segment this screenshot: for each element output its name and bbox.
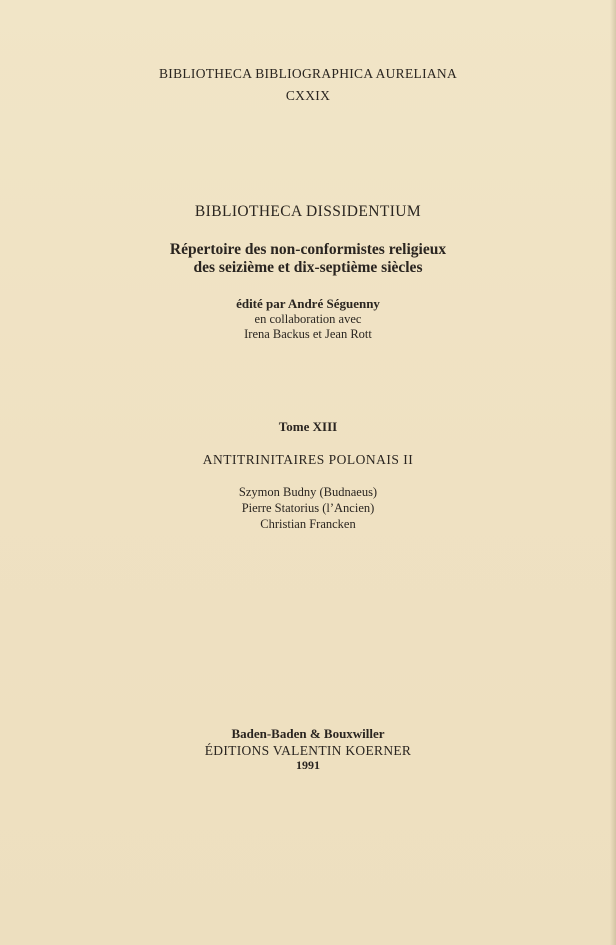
author-item: Christian Francken xyxy=(260,517,356,531)
series-title: BIBLIOTHECA BIBLIOGRAPHICA AURELIANA xyxy=(158,66,458,81)
author-item: Szymon Budny (Budnaeus) xyxy=(238,485,378,499)
series-number: CXXIX xyxy=(285,88,331,103)
subtitle-line-1: Répertoire des non-conformistes religieux xyxy=(169,241,447,258)
author-item: Pierre Statorius (l’Ancien) xyxy=(241,501,375,515)
publication-place: Baden-Baden & Bouxwiller xyxy=(231,726,385,741)
publisher-name: ÉDITIONS VALENTIN KOERNER xyxy=(204,743,412,758)
subtitle-line-2: des seizième et dix-septième siècles xyxy=(193,259,423,276)
book-title: BIBLIOTHECA DISSIDENTIUM xyxy=(194,203,422,220)
section-title: ANTITRINITAIRES POLONAIS II xyxy=(202,452,414,467)
collaborators-line: Irena Backus et Jean Rott xyxy=(244,327,372,341)
tome-number: Tome XIII xyxy=(278,419,338,434)
publication-year: 1991 xyxy=(296,758,320,772)
collaboration-line: en collaboration avec xyxy=(254,312,362,326)
editor-line: édité par André Séguenny xyxy=(236,296,380,311)
